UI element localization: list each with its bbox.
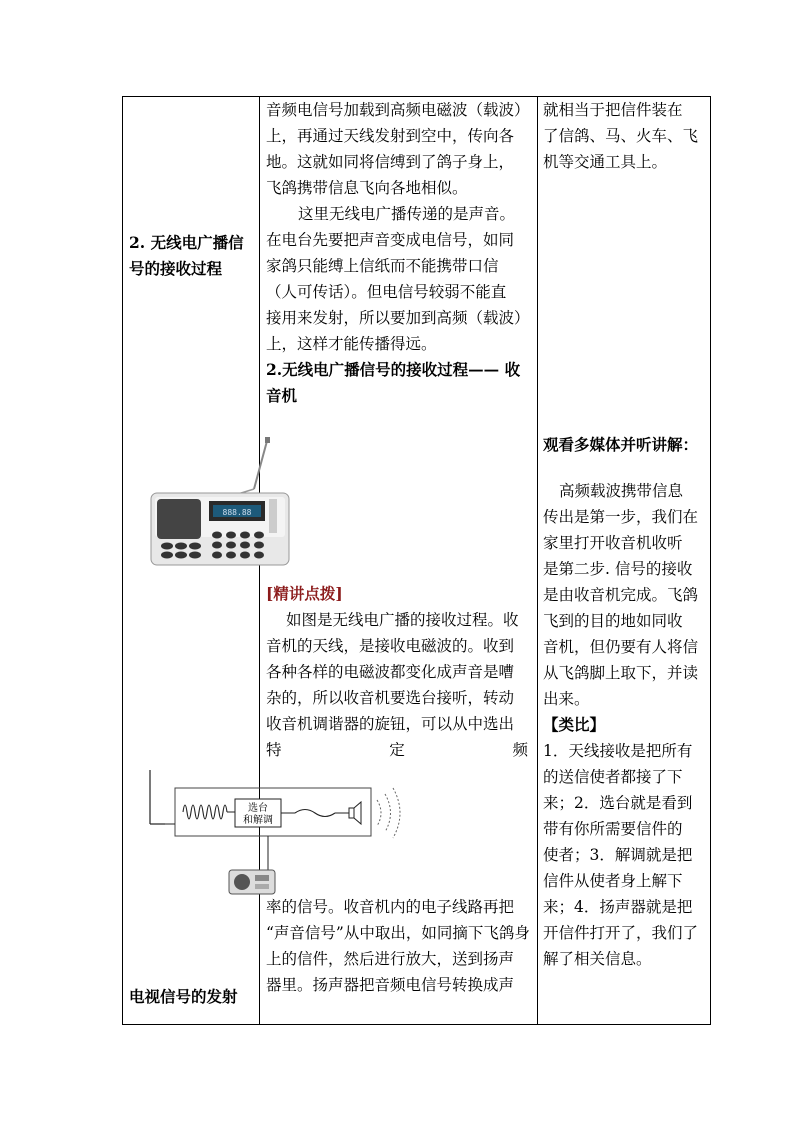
text-line: 音频电信号加载到高频电磁波（载波） — [266, 101, 530, 119]
topic-heading-line: 2. 无线电广播信 — [129, 233, 244, 252]
text-line: 高频载波携带信息 — [559, 482, 684, 500]
reception-diagram — [145, 762, 415, 897]
text-line: （人可传话）。但电信号较弱不能直 — [266, 283, 507, 301]
tuner-label: 和解调 — [243, 815, 273, 826]
text-line: 解了相关信息。 — [543, 950, 652, 968]
topic-heading-tv: 电视信号的发射 — [129, 987, 238, 1006]
text-line: 器里。扬声器把音频电信号转换成声 — [266, 976, 515, 994]
radio-display-text: 888.88 — [222, 508, 252, 517]
text-line: 地。这就如同将信缚到了鸽子身上， — [266, 153, 515, 171]
text-line: 这里无线电广播传递的是声音。 — [298, 205, 516, 223]
text-line: 上，这样才能传播得远。 — [266, 335, 437, 353]
text-line: 在电台先要把声音变成电信号，如同 — [266, 231, 515, 249]
radio-receiver-image — [149, 431, 299, 571]
text-word: 定 — [389, 741, 405, 759]
text-line: 了信鸽、马、火车、飞 — [543, 127, 699, 145]
key-points-tag: [精讲点拨] — [266, 584, 343, 603]
text-line: 上的信件，然后进行放大，送到扬声 — [266, 950, 515, 968]
text-line: 收音机调谐器的旋钮，可以从中选出 — [266, 715, 515, 733]
text-line: 传出是第一步，我们在 — [543, 508, 699, 526]
text-line: 如图是无线电广播的接收过程。收 — [286, 611, 519, 629]
analogy-heading: 【类比】 — [543, 715, 606, 734]
text-line: 上，再通过天线发射到空中，传向各 — [266, 127, 515, 145]
antenna-icon — [254, 441, 267, 489]
carrier-wave — [183, 805, 227, 819]
text-line: “声音信号”从中取出，如同摘下飞鸽身 — [266, 924, 530, 942]
text-line: 率的信号。收音机内的电子线路再把 — [266, 898, 515, 916]
text-line: 是第二步. 信号的接收 — [543, 560, 693, 578]
text-line: 的送信使者都接了下 — [543, 768, 683, 786]
text-line: 1．天线接收是把所有 — [543, 742, 693, 760]
small-radio-icon — [229, 870, 275, 894]
text-line: 信件从使者身上解下 — [543, 872, 683, 890]
text-line: 家鸽只能缚上信纸而不能携带口信 — [266, 257, 499, 275]
text-line: 出来。 — [543, 690, 590, 708]
text-line: 来；2．选台就是看到 — [543, 794, 693, 812]
text-line: 就相当于把信件装在 — [543, 101, 683, 119]
text-line: 飞鸽携带信息飞向各地相似。 — [266, 179, 468, 197]
text-line: 音机的天线，是接收电磁波的。收到 — [266, 637, 515, 655]
text-line: 杂的，所以收音机要选台接听，转动 — [266, 689, 515, 707]
justified-line — [266, 737, 528, 763]
text-line: 机等交通工具上。 — [543, 153, 668, 171]
text-line: 飞到的目的地如同收 — [543, 612, 683, 630]
speaker-grille — [157, 499, 201, 539]
text-word: 频 — [512, 741, 528, 759]
text-line: 带有你所需要信件的 — [543, 820, 683, 838]
topic-heading-line: 号的接收过程 — [129, 259, 223, 278]
text-line: 从飞鸽脚上取下，并读 — [543, 664, 699, 682]
text-line: 使者；3．解调就是把 — [543, 846, 693, 864]
speaker-icon — [349, 808, 354, 818]
text-line: 来；4．扬声器就是把 — [543, 898, 693, 916]
text-line: 开信件打开了，我们了 — [543, 924, 699, 942]
tuner-label: 选台 — [248, 803, 268, 814]
sub-heading-line: 音机 — [266, 386, 298, 405]
text-line: 家里打开收音机收听 — [543, 534, 683, 552]
audio-wave — [295, 810, 335, 817]
text-line: 音机，但仍要有人将信 — [543, 638, 699, 656]
notes-heading: 观看多媒体并听讲解： — [543, 435, 699, 454]
text-line: 是由收音机完成。飞鸽 — [543, 586, 699, 604]
sub-heading-line: 2.无线电广播信号的接收过程—— 收 — [266, 360, 521, 379]
text-line: 各种各样的电磁波都变化成声音是嘈 — [266, 663, 515, 681]
notes-column — [538, 97, 710, 1024]
text-word: 特 — [266, 741, 282, 759]
text-line: 接用来发射，所以要加到高频（载波） — [266, 309, 530, 327]
